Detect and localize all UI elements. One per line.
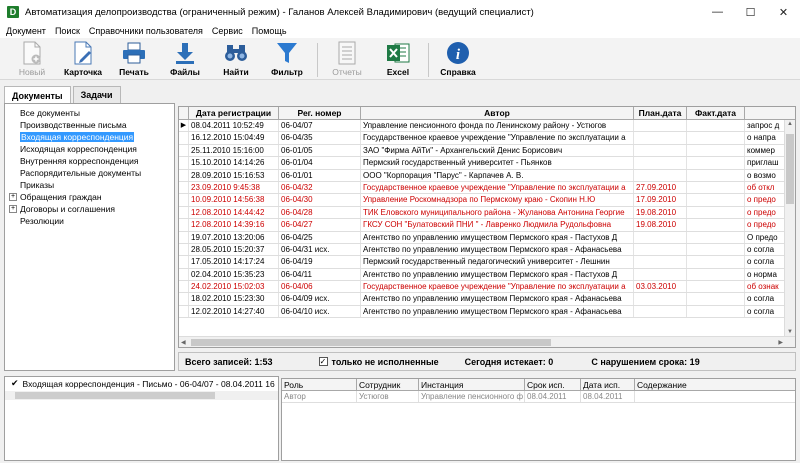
cell-reg-number: 06-04/07 <box>279 120 361 131</box>
toolbar-separator <box>317 43 318 77</box>
scroll-thumb[interactable] <box>15 392 215 399</box>
execution-table-header <box>282 379 795 391</box>
menu-document[interactable]: Документ <box>6 26 46 36</box>
table-row[interactable] <box>179 194 795 206</box>
cell-reg-number: 06-04/09 исх. <box>279 293 361 304</box>
scroll-up-icon[interactable]: ▲ <box>787 121 793 127</box>
column-header-reg-number[interactable]: Рег. номер <box>279 107 361 119</box>
column-header-instance[interactable]: Инстанция <box>419 379 525 390</box>
close-button[interactable]: ✕ <box>778 6 789 19</box>
only-unfinished-label: только не исполненные <box>331 356 439 367</box>
cell-author: Государственное краевое учреждение "Управление по эксплуатации а <box>361 132 634 143</box>
cell-content: о согла <box>747 244 775 254</box>
cell-reg-number: 06-04/27 <box>279 219 361 230</box>
tree-item-resolutions[interactable] <box>5 215 174 227</box>
row-indicator <box>179 293 189 304</box>
maximize-button[interactable]: ☐ <box>745 6 756 19</box>
info-icon <box>445 41 471 65</box>
tree-item-administrative[interactable] <box>5 167 174 179</box>
cell-content: об откл <box>747 182 775 192</box>
horizontal-scrollbar[interactable] <box>5 391 278 400</box>
print-label: Печать <box>119 67 149 77</box>
cell-reg-number: 06-04/30 <box>279 194 361 205</box>
cell-plan-date <box>634 293 687 304</box>
cell-registration-date: 19.07.2010 13:20:06 <box>189 232 279 243</box>
binoculars-icon <box>223 41 249 65</box>
table-row[interactable] <box>179 244 795 256</box>
new-label: Новый <box>18 67 46 77</box>
card-icon <box>70 41 96 65</box>
cell-author: ГКСУ СОН "Булатовский ПНИ " - Лавренко Людмила Рудольфовна <box>361 219 634 230</box>
cell-content: о предо <box>747 220 776 230</box>
tree-item-label: Обращения граждан <box>20 192 102 202</box>
cell-fact-date <box>687 170 745 181</box>
checkmark-icon: ✔ <box>11 378 19 388</box>
files-label: Файлы <box>170 67 200 77</box>
tree-item-incoming[interactable] <box>5 131 174 143</box>
tree-item-orders[interactable] <box>5 179 174 191</box>
cell-fact-date <box>687 157 745 168</box>
cell-content: об ознак <box>747 282 779 292</box>
cell-content: приглаш <box>747 158 779 168</box>
column-header-author[interactable]: Автор <box>361 107 634 119</box>
cell-fact-date <box>687 232 745 243</box>
cell-author: Агентство по управлению имуществом Пермского края - Пастухов Д <box>361 232 634 243</box>
column-header-content[interactable] <box>745 107 785 119</box>
tree-item-label: Договоры и соглашения <box>20 204 115 214</box>
documents-grid <box>178 106 796 348</box>
card-label: Карточка <box>63 67 103 77</box>
cell-fact-date <box>687 207 745 218</box>
filter-label: Фильтр <box>271 67 303 77</box>
horizontal-scrollbar[interactable] <box>179 336 796 347</box>
row-indicator <box>179 132 189 143</box>
cell-due-date: 08.04.2011 <box>525 391 581 402</box>
cell-author: Агентство по управлению имуществом Пермского края - Афанасьева <box>361 306 634 317</box>
filter-button[interactable] <box>263 41 311 79</box>
column-header-registration-date[interactable]: Дата регистрации <box>189 107 279 119</box>
row-indicator <box>179 269 189 280</box>
cell-content: запрос д <box>747 121 780 130</box>
table-row[interactable] <box>179 306 795 318</box>
tree-item-label: Все документы <box>20 108 80 118</box>
window-controls <box>701 0 800 24</box>
tree-item-label: Приказы <box>20 180 55 190</box>
cell-fact-date <box>687 132 745 143</box>
table-row[interactable] <box>179 182 795 194</box>
cell-registration-date: 28.09.2010 15:16:53 <box>189 170 279 181</box>
column-header-done-date[interactable]: Дата исп. <box>581 379 635 390</box>
table-row[interactable] <box>179 293 795 305</box>
table-row[interactable] <box>179 281 795 293</box>
cell-author: ЗАО "Фирма АйТи" - Архангельский Денис Борисович <box>361 145 634 156</box>
tree-item-label: Внутренняя корреспонденция <box>20 156 139 166</box>
total-records: Всего записей: 1:53 <box>185 356 273 367</box>
table-row[interactable] <box>179 157 795 169</box>
column-header-due-date[interactable]: Срок исп. <box>525 379 581 390</box>
cell-plan-date: 27.09.2010 <box>634 182 687 193</box>
cell-reg-number: 06-04/19 <box>279 256 361 267</box>
cell-author: Пермский государственный университет - Пьянков <box>361 157 634 168</box>
cell-registration-date: 12.08.2010 14:44:42 <box>189 207 279 218</box>
window-title: Автоматизация делопроизводства (ограниченный режим) - Галанов Алексей Владимирович (ведущий специалист) <box>25 6 534 18</box>
excel-button[interactable] <box>374 41 422 79</box>
help-button[interactable] <box>434 41 482 79</box>
minimize-button[interactable]: — <box>712 6 723 18</box>
table-row[interactable] <box>179 207 795 219</box>
column-header-employee[interactable]: Сотрудник <box>357 379 419 390</box>
menu-service[interactable]: Сервис <box>211 26 243 36</box>
help-label: Справка <box>440 67 476 77</box>
cell-registration-date: 18.02.2010 15:23:30 <box>189 293 279 304</box>
files-button[interactable] <box>161 41 209 79</box>
table-row[interactable] <box>179 232 795 244</box>
linked-document-item[interactable] <box>5 377 278 390</box>
cell-author: Агентство по управлению имуществом Пермского края - Пастухов Д <box>361 269 634 280</box>
cell-plan-date <box>634 306 687 317</box>
column-header-fact-date[interactable]: Факт.дата <box>687 107 745 119</box>
cell-plan-date: 17.09.2010 <box>634 194 687 205</box>
scroll-left-icon[interactable]: ◀ <box>181 340 186 346</box>
overdue-count: С нарушением срока: 19 <box>591 356 700 367</box>
cell-reg-number: 06-04/28 <box>279 207 361 218</box>
cell-plan-date <box>634 170 687 181</box>
find-label: Найти <box>223 67 249 77</box>
row-indicator <box>179 232 189 243</box>
cell-reg-number: 06-04/11 <box>279 269 361 280</box>
card-button[interactable] <box>59 41 107 79</box>
cell-role: Автор <box>282 391 357 402</box>
cell-fact-date <box>687 306 745 317</box>
cell-fact-date <box>687 269 745 280</box>
cell-registration-date: 25.11.2010 15:16:00 <box>189 145 279 156</box>
cell-author: ТИК Еловского муниципального района - Жуланова Антонина Георгие <box>361 207 634 218</box>
cell-registration-date: 02.04.2010 15:35:23 <box>189 269 279 280</box>
cell-plan-date <box>634 132 687 143</box>
table-row[interactable] <box>282 391 795 403</box>
svg-text:i: i <box>455 47 461 63</box>
tree-item-label: Распорядительные документы <box>20 168 142 178</box>
column-header-content[interactable]: Содержание <box>637 380 687 390</box>
reports-label: Отчеты <box>332 67 362 77</box>
column-header-plan-date[interactable]: План.дата <box>634 107 687 119</box>
scroll-down-icon[interactable]: ▼ <box>787 329 793 335</box>
cell-fact-date <box>687 244 745 255</box>
row-indicator <box>179 194 189 205</box>
cell-reg-number: 06-01/05 <box>279 145 361 156</box>
tree-item-internal[interactable] <box>5 155 174 167</box>
cell-instance: Управление пенсионного ф <box>421 392 524 401</box>
cell-content <box>635 391 795 402</box>
cell-content: о предо <box>747 195 776 205</box>
cell-content: О предо <box>747 232 778 242</box>
excel-label: Excel <box>386 67 410 77</box>
cell-fact-date <box>687 281 745 292</box>
cell-fact-date <box>687 256 745 267</box>
menu-help[interactable]: Помощь <box>251 26 287 36</box>
only-unfinished-checkbox[interactable]: ✓ <box>319 357 327 366</box>
cell-plan-date <box>634 244 687 255</box>
row-indicator <box>179 281 189 292</box>
cell-author: Агентство по управлению имуществом Пермского края - Афанасьева <box>361 244 634 255</box>
new-button[interactable] <box>8 41 56 79</box>
excel-icon <box>385 41 411 65</box>
menu-search[interactable]: Поиск <box>54 26 80 36</box>
grid-header <box>179 107 795 120</box>
cell-content: о возмо <box>747 170 776 180</box>
app-icon: D <box>7 6 19 18</box>
cell-registration-date: 12.02.2010 14:27:40 <box>189 306 279 317</box>
cell-plan-date <box>634 256 687 267</box>
tab-strip <box>4 86 123 103</box>
row-indicator <box>179 170 189 181</box>
cell-content: о согла <box>747 294 775 304</box>
expand-icon[interactable]: + <box>10 205 16 212</box>
printer-icon <box>121 41 147 65</box>
cell-plan-date <box>634 120 687 131</box>
cell-plan-date <box>634 232 687 243</box>
linked-document-label: Входящая корреспонденция - Письмо - 06-04/07 - 08.04.2011 16 <box>22 378 275 389</box>
cell-plan-date: 19.08.2010 <box>634 219 687 230</box>
cell-author: Государственное краевое учреждение "Управление по эксплуатации а <box>361 182 634 193</box>
table-row[interactable] <box>179 145 795 157</box>
tree-item-all-documents[interactable] <box>5 107 174 119</box>
cell-fact-date <box>687 219 745 230</box>
row-indicator <box>179 207 189 218</box>
print-button[interactable] <box>110 41 158 79</box>
row-indicator <box>179 182 189 193</box>
table-row[interactable] <box>179 256 795 268</box>
row-indicator <box>179 306 189 317</box>
table-row[interactable] <box>179 269 795 281</box>
cell-reg-number: 06-01/01 <box>279 170 361 181</box>
cell-content: коммер <box>747 145 775 155</box>
new-document-icon <box>19 41 45 65</box>
cell-plan-date <box>634 145 687 156</box>
tree-item-contracts[interactable] <box>5 203 174 215</box>
tree-item-label: Резолюции <box>20 216 64 226</box>
cell-done-date: 08.04.2011 <box>581 391 635 402</box>
cell-plan-date <box>634 157 687 168</box>
cell-employee: Устюгов <box>357 391 419 402</box>
execution-table <box>281 378 796 461</box>
cell-reg-number: 06-04/32 <box>279 182 361 193</box>
cell-reg-number: 06-01/04 <box>279 157 361 168</box>
cell-content: о согла <box>747 306 775 316</box>
grid-body <box>179 120 795 318</box>
cell-author: Управление Роскомнадзора по Пермскому краю - Скопин Н.Ю <box>361 194 634 205</box>
tab-documents[interactable]: Документы <box>4 86 71 104</box>
tree-item-production-letters[interactable] <box>5 119 174 131</box>
table-row[interactable] <box>179 219 795 231</box>
table-row[interactable] <box>179 120 795 132</box>
cell-registration-date: 15.10.2010 14:14:26 <box>189 157 279 168</box>
menu-user-directories[interactable]: Справочники пользователя <box>88 26 203 36</box>
cell-fact-date <box>687 120 745 131</box>
cell-fact-date <box>687 194 745 205</box>
current-row-indicator-icon: ▶ <box>179 120 189 131</box>
row-indicator <box>179 145 189 156</box>
cell-plan-date <box>634 269 687 280</box>
cell-reg-number: 06-04/31 исх. <box>279 244 361 255</box>
tree-item-outgoing[interactable] <box>5 143 174 155</box>
scroll-right-icon[interactable]: ▶ <box>778 340 783 346</box>
cell-author: Управление пенсионного фонда по Ленинскому району - Устюгов <box>361 120 634 131</box>
cell-author: ООО "Корпорация "Парус" - Карпачев А. В. <box>361 170 634 181</box>
toolbar-separator <box>428 43 429 77</box>
tree-item-label: Входящая корреспонденция <box>21 132 134 142</box>
tab-tasks[interactable]: Задачи <box>73 86 121 103</box>
cell-author: Агентство по управлению имуществом Пермского края - Афанасьева <box>361 293 634 304</box>
cell-content: о напра <box>747 133 776 143</box>
column-header-role[interactable]: Роль <box>282 379 357 390</box>
scroll-thumb[interactable] <box>191 339 551 346</box>
tree-item-label: Исходящая корреспонденция <box>20 144 137 154</box>
cell-content: о предо <box>747 207 776 217</box>
row-indicator-header <box>179 107 189 119</box>
cell-registration-date: 24.02.2010 15:02:03 <box>189 281 279 292</box>
cell-fact-date <box>687 182 745 193</box>
cell-registration-date: 23.09.2010 9:45:38 <box>189 182 279 193</box>
expires-today: Сегодня истекает: 0 <box>464 356 554 367</box>
cell-fact-date <box>687 293 745 304</box>
row-indicator <box>179 219 189 230</box>
cell-author: Государственное краевое учреждение "Управление по эксплуатации а <box>361 281 634 292</box>
download-icon <box>172 41 198 65</box>
cell-registration-date: 28.05.2010 15:20:37 <box>189 244 279 255</box>
cell-author: Пермский государственный педагогический университет - Лешнин <box>361 256 634 267</box>
row-indicator <box>179 157 189 168</box>
table-row[interactable] <box>179 170 795 182</box>
menu-bar <box>0 24 800 38</box>
document-links-panel <box>4 376 279 461</box>
cell-registration-date: 10.09.2010 14:56:38 <box>189 194 279 205</box>
row-indicator <box>179 256 189 267</box>
document-category-tree <box>4 103 175 371</box>
scroll-thumb[interactable] <box>786 134 794 204</box>
cell-registration-date: 08.04.2011 10:52:49 <box>189 120 279 131</box>
cell-content: о согла <box>747 257 775 267</box>
reports-button[interactable] <box>323 41 371 79</box>
title-bar <box>0 0 800 24</box>
cell-reg-number: 06-04/06 <box>279 281 361 292</box>
vertical-scrollbar[interactable] <box>784 120 795 336</box>
tree-item-label: Производственные письма <box>20 120 127 130</box>
toolbar <box>0 38 800 80</box>
cell-content: о норма <box>747 269 777 279</box>
funnel-icon <box>274 41 300 65</box>
cell-registration-date: 16.12.2010 15:04:49 <box>189 132 279 143</box>
table-row[interactable] <box>179 132 795 144</box>
cell-plan-date: 03.03.2010 <box>634 281 687 292</box>
cell-plan-date: 19.08.2010 <box>634 207 687 218</box>
find-button[interactable] <box>212 41 260 79</box>
cell-fact-date <box>687 145 745 156</box>
status-bar <box>178 352 796 371</box>
tree-item-citizen-appeals[interactable] <box>5 191 174 203</box>
expand-icon[interactable]: + <box>10 193 16 200</box>
report-list-icon <box>334 41 360 65</box>
cell-registration-date: 12.08.2010 14:39:16 <box>189 219 279 230</box>
cell-reg-number: 06-04/25 <box>279 232 361 243</box>
row-indicator <box>179 244 189 255</box>
cell-reg-number: 06-04/35 <box>279 132 361 143</box>
cell-reg-number: 06-04/10 исх. <box>279 306 361 317</box>
cell-registration-date: 17.05.2010 14:17:24 <box>189 256 279 267</box>
